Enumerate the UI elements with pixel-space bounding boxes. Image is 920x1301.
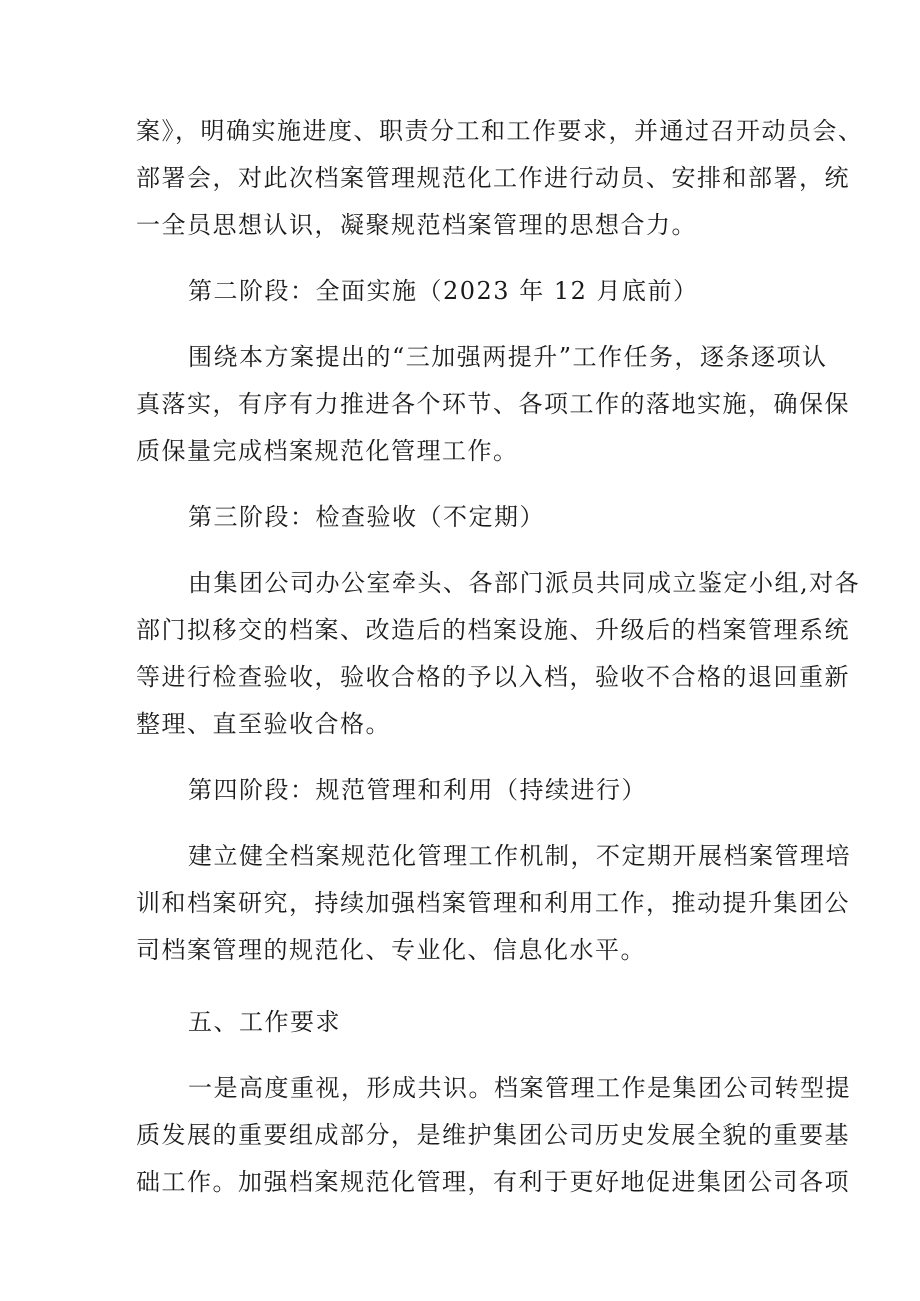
text-line: 案》，明确实施进度、职责分工和工作要求，并通过召开动员会、 (136, 117, 864, 145)
text-line: 质发展的重要组成部分，是维护集团公司历史发展全貌的重要基 (136, 1121, 850, 1149)
text-line: 五、工作要求 (188, 1008, 341, 1036)
text-line: 司档案管理的规范化、专业化、信息化水平。 (136, 936, 646, 964)
spacer (136, 475, 792, 494)
spacer (136, 974, 792, 999)
text-line: 由集团公司办公室牵头、各部门派员共同成立鉴定小组,对各 (188, 569, 861, 597)
spacer (136, 748, 792, 767)
section-five-heading (136, 999, 792, 1046)
text-line: 础工作。加强档案规范化管理，有利于更好地促进集团公司各项 (136, 1168, 850, 1196)
stage-four-heading (136, 767, 792, 814)
paragraph-stage-four (136, 833, 851, 974)
paragraph-implementation-plan (136, 108, 864, 249)
text-line: 一是高度重视，形成共识。档案管理工作是集团公司转型提 (188, 1074, 851, 1102)
document-body (136, 108, 864, 1206)
text-line: 第三阶段：检查验收（不定期） (188, 503, 545, 531)
text-line: 部署会，对此次档案管理规范化工作进行动员、安排和部署，统 (136, 164, 850, 192)
spacer (136, 541, 792, 560)
text-line: 质保量完成档案规范化管理工作。 (136, 437, 519, 465)
text-line: 一全员思想认识，凝聚规范档案管理的思想合力。 (136, 211, 697, 239)
paragraph-work-requirements (136, 1065, 851, 1206)
spacer (136, 249, 792, 268)
text-line: 等进行检查验收，验收合格的予以入档，验收不合格的退回重新 (136, 663, 850, 691)
text-line: 训和档案研究，持续加强档案管理和利用工作，推动提升集团公 (136, 889, 850, 917)
text-line: 整理、直至验收合格。 (136, 710, 391, 738)
spacer (136, 315, 792, 334)
text-line: 围绕本方案提出的“三加强两提升”工作任务，逐条逐项认 (188, 343, 828, 371)
text-line: 建立健全档案规范化管理工作机制，不定期开展档案管理培 (188, 842, 851, 870)
text-line: 真落实，有序有力推进各个环节、各项工作的落地实施，确保保 (136, 390, 850, 418)
spacer (136, 1046, 792, 1065)
text-line: 部门拟移交的档案、改造后的档案设施、升级后的档案管理系统 (136, 616, 850, 644)
stage-three-heading (136, 494, 792, 541)
paragraph-stage-three (136, 560, 861, 748)
text-line: 第四阶段：规范管理和利用（持续进行） (188, 776, 647, 804)
paragraph-stage-two (136, 334, 850, 475)
spacer (136, 814, 792, 833)
stage-two-heading (136, 268, 792, 315)
text-line: 第二阶段：全面实施（2023 年 12 月底前） (188, 277, 699, 305)
